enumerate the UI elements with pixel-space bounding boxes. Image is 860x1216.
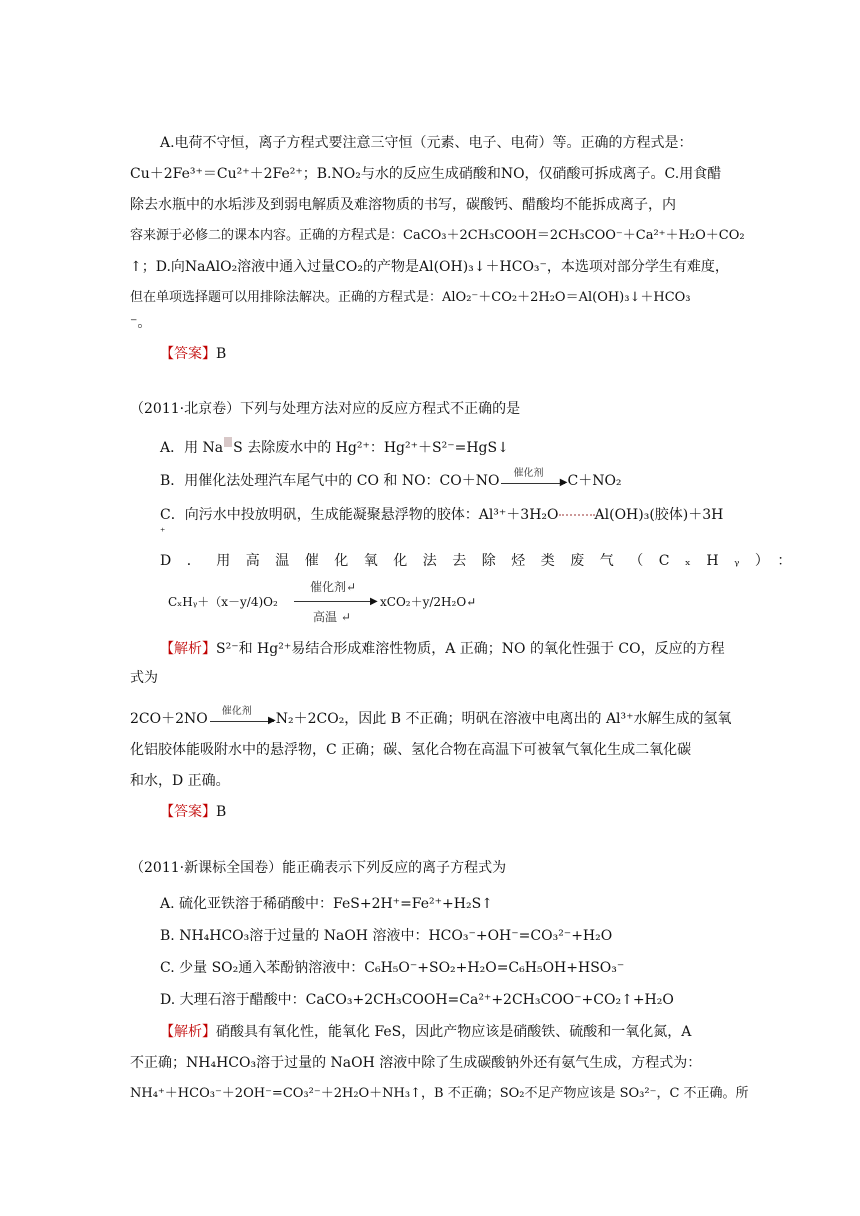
smudge-mark (224, 437, 232, 447)
analysis-line: 【解析】S²⁻和 Hg²⁺易结合形成难溶性物质，A 正确；NO 的氧化性强于 CO，反应的方程 (160, 641, 725, 657)
equation-image: CₓHᵧ＋（x－y/4)O₂ 催化剂↵ ▶ 高温 ↵ xCO₂＋y/2H₂O↵ (168, 580, 477, 624)
analysis-line: 不正确；NH₄HCO₃溶于过量的 NaOH 溶液中除了生成碳酸钠外还有氨气生成，方程式为： (130, 1055, 702, 1071)
question-stem: （2011·北京卷）下列与处理方法对应的反应方程式不正确的是 (130, 401, 521, 417)
answer-tag: 【答案】 (160, 804, 216, 820)
explanation-line: 除去水瓶中的水垢涉及到弱电解质及难溶物质的书写，碳酸钙、醋酸均不能拆成离子，内 (130, 197, 676, 213)
option-d: D. 大理石溶于醋酸中：CaCO₃+2CH₃COOH=Ca²⁺+2CH₃COO⁻+CO₂↑+H₂O (160, 992, 674, 1008)
reaction-arrow: 催化剂 ▶ (501, 473, 565, 489)
analysis-line: 化铝胶体能吸附水中的悬浮物，C 正确；碳、氢化合物在高温下可被氧气氧化生成二氧化碳 (130, 742, 692, 758)
answer-value: B (216, 804, 227, 820)
option-b: B. NH₄HCO₃溶于过量的 NaOH 溶液中：HCO₃⁻+OH⁻=CO₃²⁻+H₂O (160, 928, 613, 944)
explanation-line: A.电荷不守恒，离子方程式要注意三守恒（元素、电子、电荷）等。正确的方程式是： (160, 135, 693, 151)
option-a: A．用 Na S 去除废水中的 Hg²⁺：Hg²⁺＋S²⁻=HgS↓ (160, 437, 509, 459)
explanation-line: ⁻。 (130, 315, 152, 331)
analysis-line: 式为 (130, 670, 158, 686)
explanation-line: ↑；D.向NaAlO₂溶液中通入过量CO₂的产物是Al(OH)₃↓＋HCO₃⁻，本选项对部分学生有难度， (130, 259, 729, 275)
explanation-line: 容来源于必修二的课本内容。正确的方程式是：CaCO₃＋2CH₃COOH＝2CH₃COO⁻＋Ca²⁺＋H₂O＋CO₂ (130, 228, 745, 243)
question-stem: （2011·新课标全国卷）能正确表示下列反应的离子方程式为 (130, 860, 507, 876)
answer-line (160, 801, 226, 823)
option-c: C. 少量 SO₂通入苯酚钠溶液中：C₆H₅O⁻+SO₂+H₂O=C₆H₅OH+HSO₃⁻ (160, 960, 625, 976)
explanation-line: 但在单项选择题可以用排除法解决。正确的方程式是：AlO₂⁻＋CO₂＋2H₂O＝Al(OH)₃↓＋HCO₃ (130, 290, 691, 305)
option-b: B．用催化法处理汽车尾气中的 CO 和 NO：CO＋NO 催化剂 ▶ C＋NO₂ (160, 468, 622, 489)
analysis-tag: 【解析】 (160, 1024, 216, 1040)
option-c: C．向污水中投放明矾，生成能凝聚悬浮物的胶体：Al³⁺＋3H₂O Al(OH)₃(胶体)＋3H (160, 507, 724, 523)
explanation-line: Cu＋2Fe³⁺＝Cu²⁺＋2Fe²⁺；B.NO₂与水的反应生成硝酸和NO，仅硝酸可拆成离子。C.用食醋 (130, 166, 722, 182)
analysis-line: 【解析】硝酸具有氧化性，能氧化 FeS，因此产物应该是硝酸铁、硫酸和一氧化氮，A (160, 1024, 692, 1040)
analysis-line: NH₄⁺＋HCO₃⁻＋2OH⁻=CO₃²⁻＋2H₂O＋NH₃↑，B 不正确；SO₂不足产物应该是 SO₃²⁻，C 不正确。所 (130, 1086, 749, 1101)
analysis-line: 和水，D 正确。 (130, 773, 230, 789)
answer-value: B (216, 346, 227, 362)
option-a: A. 硫化亚铁溶于稀硝酸中：FeS+2H⁺=Fe²⁺+H₂S↑ (160, 896, 493, 912)
option-c-tail: ⁺ (160, 527, 166, 538)
answer-tag: 【答案】 (160, 346, 216, 362)
option-d: D．用高温催化氧化法去除烃类废气（CₓHᵧ）： (160, 553, 807, 569)
answer-line (160, 343, 226, 365)
reversible-arrow (559, 514, 595, 516)
analysis-tag: 【解析】 (160, 641, 216, 657)
analysis-line: 2CO＋2NO 催化剂 ▶ N₂＋2CO₂，因此 B 不正确；明矾在溶液中电离出的 Al³⁺水解生成的氢氧 (130, 706, 732, 727)
reaction-arrow: 催化剂 ▶ (210, 711, 274, 727)
